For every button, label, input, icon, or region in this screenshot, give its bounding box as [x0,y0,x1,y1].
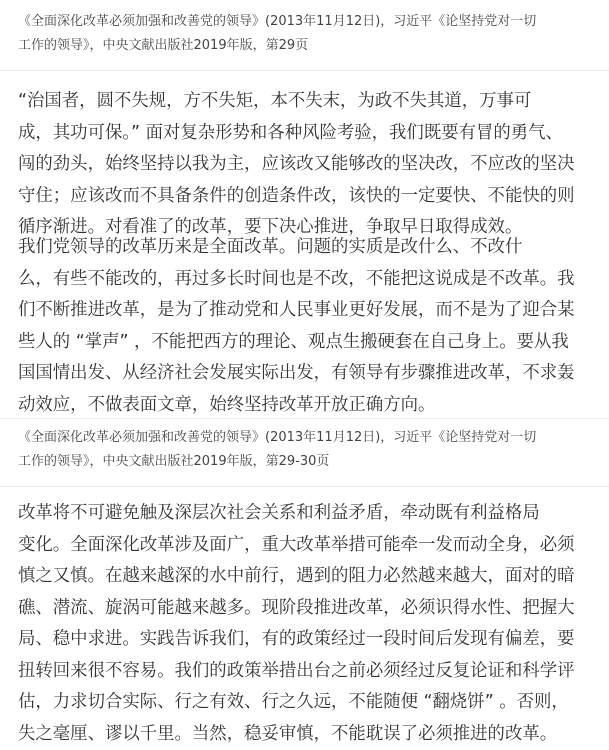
paragraph-line: 动效应，不做表面文章，始终坚持改革开放正确方向。 [18,390,595,422]
paragraph-line: 慎之又慎。在越来越深的水中前行，遇到的阻力必然越来越大，面对的暗 [18,561,595,593]
paragraph-line: 守住；应该改而不具备条件的创造条件改，该快的一定要快、不能快的则 [18,181,595,213]
paragraph-line: 成，其功可保。” 面对复杂形势和各种风险考验，我们既要有冒的勇气、 [18,118,595,150]
paragraph-line: 们不断推进改革，是为了推动党和人民事业更好发展，而不是为了迎合某 [18,295,595,327]
paragraph-line: 些人的 “掌声” ，不能把西方的理论、观点生搬硬套在自己身上。要从我 [18,327,595,359]
paragraph-line: 扭转回来很不容易。我们的政策举措出台之前必须经过反复论证和科学评 [18,656,595,688]
paragraph-line: 变化。全面深化改革涉及面广，重大改革举措可能牵一发而动全身，必须 [18,530,595,562]
paragraph-line: 改革将不可避免触及深层次社会关系和利益矛盾，牵动既有利益格局 [18,498,595,530]
paragraph-line: 循序渐进。对看准了的改革，要下决心推进，争取早日取得成效。 [18,212,595,244]
citation-line: 《全面深化改革必须加强和改善党的领导》(2013年11月12日)，习近平《论坚持党对一切 [18,426,593,450]
body-paragraph [18,86,595,244]
paragraph-line: 礁、潜流、旋涡可能越来越多。现阶段推进改革，必须识得水性、把握大 [18,593,595,625]
paragraph-line: 国国情出发、从经济社会发展实际出发，有领导有步骤推进改革，不求轰 [18,358,595,390]
paragraph-line: 失之毫厘、谬以千里。当然，稳妥审慎，不能耽误了必须推进的改革。 [18,719,595,750]
divider [0,70,609,71]
paragraph-line: 么，有些不能改的，再过多长时间也是不改，不能把这说成是不改革。我 [18,264,595,296]
paragraph-line: 我们党领导的改革历来是全面改革。问题的实质是改什么、不改什 [18,232,595,264]
divider [0,418,609,419]
paragraph-line: 估，力求切合实际、行之有效、行之久远，不能随便 “翻烧饼” 。否则， [18,687,595,719]
divider [0,486,609,487]
source-citation [18,426,593,474]
paragraph-line: 闯的劲头，始终坚持以我为主，应该改又能够改的坚决改，不应改的坚决 [18,149,595,181]
paragraph-line: 局、稳中求进。实践告诉我们，有的政策经过一段时间后发现有偏差，要 [18,624,595,656]
citation-line: 工作的领导》，中央文献出版社2019年版，第29页 [18,34,593,58]
citation-line: 工作的领导》，中央文献出版社2019年版，第29-30页 [18,450,593,474]
body-paragraph [18,498,595,750]
source-citation [18,10,593,58]
body-paragraph [18,232,595,421]
citation-line: 《全面深化改革必须加强和改善党的领导》(2013年11月12日)，习近平《论坚持党对一切 [18,10,593,34]
paragraph-line: “治国者，圆不失规，方不失矩，本不失末，为政不失其道，万事可 [18,86,595,118]
